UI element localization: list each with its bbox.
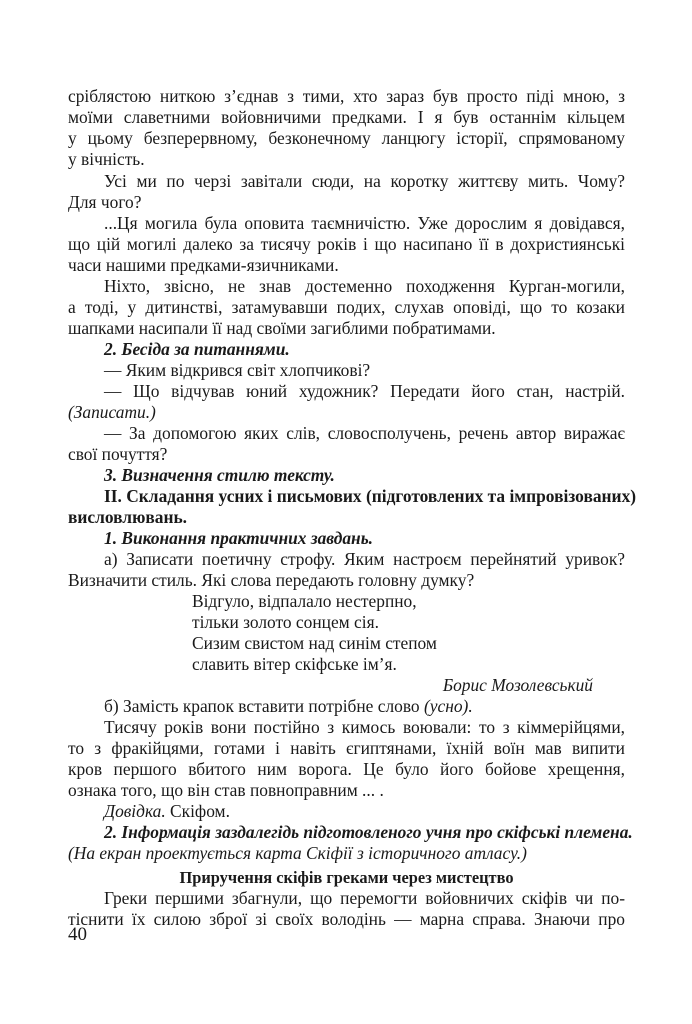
text-line: свої почуття? — [68, 444, 168, 464]
section-heading: 1. Виконання практичних завдань. — [104, 528, 374, 548]
text-line: моїми славетними войовничими предками. І я був останнім кільцем — [68, 107, 625, 127]
text-line: а) Записати поетичну строфу. Яким настроєм перейнятий уривок? — [104, 549, 625, 569]
text-line: що цій могилі далеко за тисячу років і що насипано її в дохристиянські — [68, 234, 625, 254]
text-line: (Записати.) — [68, 402, 156, 422]
poem-line: славить вітер скіфське ім’я. — [192, 654, 397, 674]
section-heading: ІІ. Складання усних і письмових (підготовлених та імпровізованих) — [104, 486, 637, 506]
text-line: а тоді, у дитинстві, затамувавши подих, слухав оповіді, що то козаки — [68, 297, 625, 317]
text-line: Ніхто, звісно, не знав достеменно походження Курган-могили, — [104, 276, 625, 296]
text-span: б) Замість крапок вставити потрібне слово — [104, 696, 420, 716]
subheading: Приручення скіфів греками через мистецтво — [179, 868, 514, 887]
text-line: — Яким відкрився світ хлопчикові? — [104, 360, 371, 380]
text-span: Довідка. — [104, 801, 166, 821]
poem-line: Сизим свистом над синім степом — [192, 633, 437, 653]
poem-line: Відгуло, відпалало нестерпно, — [192, 591, 417, 611]
text-line: (На екран проектується карта Скіфії з історичного атласу.) — [68, 843, 527, 863]
text-line — [104, 801, 625, 822]
text-line: Тисячу років вони постійно з кимось воювали: то з кіммерійцями, — [104, 717, 625, 737]
text-line: Греки першими збагнули, що перемогти войовничих скіфів чи по- — [104, 888, 625, 908]
text-line: кров першого вбитого ним ворога. Це було його бойове хрещення, — [68, 759, 625, 779]
text-line: ...Ця могила була оповита таємничістю. Уже дорослим я довідався, — [104, 213, 625, 233]
text-line: тіснити їх силою зброї зі своїх володінь — марна справа. Знаючи про — [68, 909, 625, 929]
section-heading: 2. Інформація заздалегідь підготовленого учня про скіфські племена. — [104, 822, 633, 842]
text-line: Для чого? — [68, 192, 142, 212]
text-line: шапками насипали її над своїми загиблими побратимами. — [68, 318, 496, 338]
text-line: у вічність. — [68, 149, 145, 169]
section-heading: висловлювань. — [68, 507, 188, 527]
text-span: (усно). — [424, 696, 473, 716]
page-number: 40 — [68, 924, 87, 945]
poem-line: тільки золото сонцем сія. — [192, 612, 379, 632]
text-span: Скіфом. — [170, 801, 230, 821]
text-line: то з фракійцями, готами і навіть єгиптянами, їхній воїн мав випити — [68, 738, 625, 758]
text-line: — Що відчував юний художник? Передати його стан, настрій. — [104, 381, 625, 401]
text-line: Усі ми по черзі завітали сюди, на коротку життєву мить. Чому? — [104, 171, 625, 191]
section-heading: 3. Визначення стилю тексту. — [104, 465, 335, 485]
text-line — [104, 696, 625, 717]
text-line: ознака того, що він став повноправним ... . — [68, 780, 384, 800]
text-line: — За допомогою яких слів, словосполучень, речень автор виражає — [104, 423, 625, 443]
section-heading: 2. Бесіда за питаннями. — [104, 339, 290, 359]
text-line: Визначити стиль. Які слова передають головну думку? — [68, 570, 475, 590]
poem-author: Борис Мозолевський — [442, 675, 593, 695]
text-line: у цьому безперервному, безконечному ланцюгу історії, спрямованому — [68, 128, 625, 148]
text-line: сріблястою ниткою з’єднав з тими, хто зараз був просто піді мною, з — [68, 86, 625, 106]
text-line: часи нашими предками-язичниками. — [68, 255, 339, 275]
